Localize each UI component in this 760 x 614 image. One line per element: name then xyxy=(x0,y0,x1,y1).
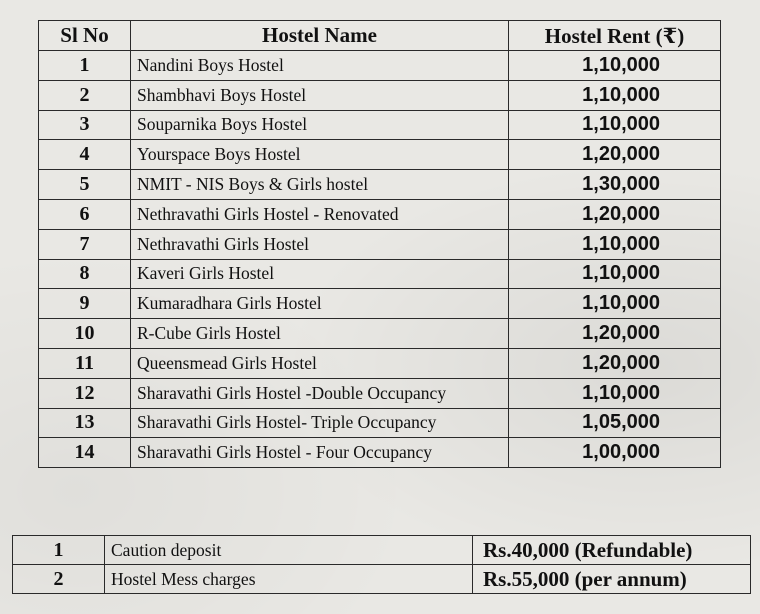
hostel-name-cell: Souparnika Boys Hostel xyxy=(131,110,509,140)
hostel-rent-cell: 1,30,000 xyxy=(509,170,721,200)
hostel-rent-table xyxy=(38,20,721,468)
table-row xyxy=(39,408,721,438)
hostel-rent-cell: 1,10,000 xyxy=(509,51,721,81)
charge-value-cell: Rs.55,000 (per annum) xyxy=(473,565,751,594)
table-row xyxy=(39,80,721,110)
extra-charges-table xyxy=(12,535,751,594)
hostel-rent-cell: 1,10,000 xyxy=(509,80,721,110)
hostel-name-cell: Shambhavi Boys Hostel xyxy=(131,80,509,110)
table-row xyxy=(39,51,721,81)
sl-no-cell: 2 xyxy=(13,565,105,594)
table-row xyxy=(39,199,721,229)
sl-no-cell: 3 xyxy=(39,110,131,140)
hostel-rent-cell: 1,10,000 xyxy=(509,229,721,259)
charge-name-cell: Caution deposit xyxy=(105,536,473,565)
hostel-rent-cell: 1,20,000 xyxy=(509,348,721,378)
table-row xyxy=(13,565,751,594)
sl-no-cell: 7 xyxy=(39,229,131,259)
charge-name-cell: Hostel Mess charges xyxy=(105,565,473,594)
hostel-name-cell: Nethravathi Girls Hostel xyxy=(131,229,509,259)
hostel-name-cell: Sharavathi Girls Hostel - Four Occupancy xyxy=(131,438,509,468)
hostel-name-cell: Nandini Boys Hostel xyxy=(131,51,509,81)
table-row xyxy=(39,140,721,170)
sl-no-cell: 5 xyxy=(39,170,131,200)
hostel-rent-cell: 1,10,000 xyxy=(509,110,721,140)
hostel-rent-cell: 1,20,000 xyxy=(509,199,721,229)
table-row xyxy=(13,536,751,565)
sl-no-header: Sl No xyxy=(39,21,131,51)
table-row xyxy=(39,319,721,349)
table-row xyxy=(39,378,721,408)
sl-no-cell: 10 xyxy=(39,319,131,349)
hostel-rent-cell: 1,10,000 xyxy=(509,378,721,408)
hostel-name-header: Hostel Name xyxy=(131,21,509,51)
sl-no-cell: 13 xyxy=(39,408,131,438)
sl-no-cell: 9 xyxy=(39,289,131,319)
sl-no-cell: 1 xyxy=(39,51,131,81)
hostel-rent-cell: 1,05,000 xyxy=(509,408,721,438)
table-row xyxy=(39,170,721,200)
hostel-rent-cell: 1,10,000 xyxy=(509,259,721,289)
table-row xyxy=(39,438,721,468)
sl-no-cell: 1 xyxy=(13,536,105,565)
table-row xyxy=(39,110,721,140)
hostel-name-cell: R-Cube Girls Hostel xyxy=(131,319,509,349)
sl-no-cell: 11 xyxy=(39,348,131,378)
sl-no-cell: 8 xyxy=(39,259,131,289)
sl-no-cell: 6 xyxy=(39,199,131,229)
table-row xyxy=(39,259,721,289)
table-row xyxy=(39,348,721,378)
hostel-rent-cell: 1,10,000 xyxy=(509,289,721,319)
sl-no-cell: 4 xyxy=(39,140,131,170)
table-row xyxy=(39,229,721,259)
table-row xyxy=(39,289,721,319)
table-header-row xyxy=(39,21,721,51)
hostel-name-cell: NMIT - NIS Boys & Girls hostel xyxy=(131,170,509,200)
sl-no-cell: 12 xyxy=(39,378,131,408)
hostel-rent-cell: 1,00,000 xyxy=(509,438,721,468)
hostel-name-cell: Yourspace Boys Hostel xyxy=(131,140,509,170)
sl-no-cell: 2 xyxy=(39,80,131,110)
hostel-name-cell: Kaveri Girls Hostel xyxy=(131,259,509,289)
hostel-name-cell: Sharavathi Girls Hostel -Double Occupancy xyxy=(131,378,509,408)
hostel-name-cell: Queensmead Girls Hostel xyxy=(131,348,509,378)
charge-value-cell: Rs.40,000 (Refundable) xyxy=(473,536,751,565)
hostel-rent-cell: 1,20,000 xyxy=(509,319,721,349)
sl-no-cell: 14 xyxy=(39,438,131,468)
hostel-name-cell: Kumaradhara Girls Hostel xyxy=(131,289,509,319)
hostel-name-cell: Nethravathi Girls Hostel - Renovated xyxy=(131,199,509,229)
hostel-rent-header: Hostel Rent (₹) xyxy=(509,21,721,51)
hostel-rent-cell: 1,20,000 xyxy=(509,140,721,170)
hostel-name-cell: Sharavathi Girls Hostel- Triple Occupancy xyxy=(131,408,509,438)
